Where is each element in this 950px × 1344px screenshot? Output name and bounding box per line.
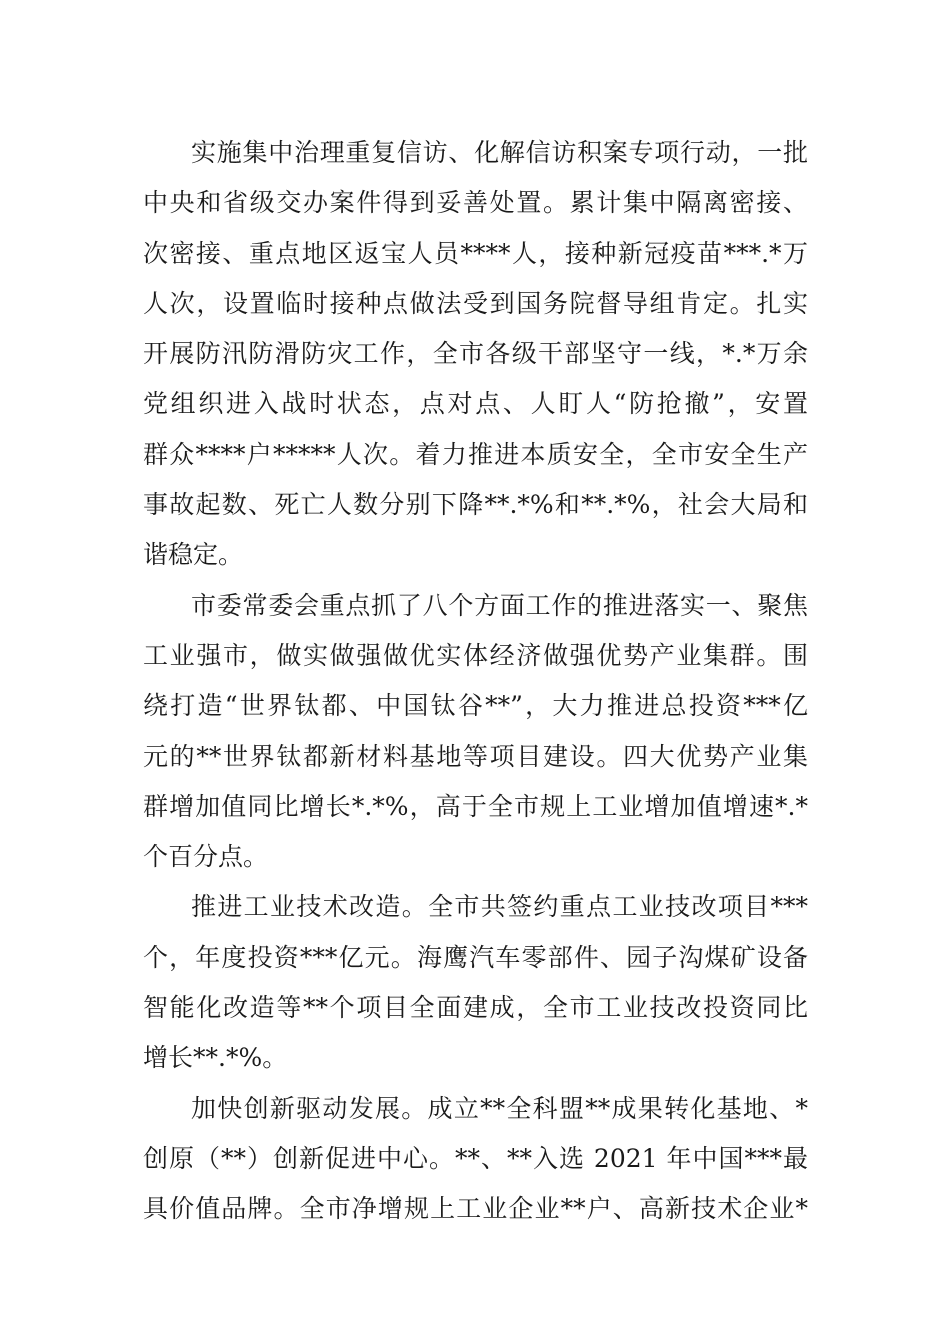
text-line: 工业强市，做实做强做优实体经济做强优势产业集群。围 xyxy=(143,640,808,670)
document-body xyxy=(143,128,808,1235)
text-line: 绕打造“世界钛都、中国钛谷**”，大力推进总投资***亿 xyxy=(143,691,808,721)
paragraph-4 xyxy=(143,1084,808,1235)
paragraph-2 xyxy=(143,581,808,883)
text-line: 个，年度投资***亿元。海鹰汽车零部件、园子沟煤矿设备 xyxy=(143,942,808,972)
text-line: 增长**.*%。 xyxy=(143,1043,288,1073)
text-line: 群增加值同比增长*.*%，高于全市规上工业增加值增速*.* xyxy=(143,791,808,821)
text-line: 党组织进入战时状态，点对点、人盯人“防抢撤”，安置 xyxy=(143,389,808,419)
text-line: 智能化改造等**个项目全面建成，全市工业技改投资同比 xyxy=(143,993,808,1023)
text-line: 开展防汛防滑防灾工作，全市各级干部坚守一线，*.*万余 xyxy=(143,339,808,369)
text-line: 事故起数、死亡人数分别下降**.*%和**.*%，社会大局和 xyxy=(143,490,808,520)
text-line: 推进工业技术改造。全市共签约重点工业技改项目*** xyxy=(191,892,808,922)
text-line: 具价值品牌。全市净增规上工业企业**户、高新技术企业* xyxy=(143,1194,808,1224)
text-line: 中央和省级交办案件得到妥善处置。累计集中隔离密接、 xyxy=(143,188,808,218)
text-line: 元的**世界钛都新材料基地等项目建设。四大优势产业集 xyxy=(143,741,808,771)
paragraph-3 xyxy=(143,882,808,1083)
paragraph-1 xyxy=(143,128,808,581)
text-line: 次密接、重点地区返宝人员****人，接种新冠疫苗***.*万 xyxy=(143,238,808,268)
text-line: 谐稳定。 xyxy=(143,540,244,570)
text-line: 市委常委会重点抓了八个方面工作的推进落实一、聚焦 xyxy=(191,590,808,620)
text-line: 创原（**）创新促进中心。**、**入选 2021 年中国***最 xyxy=(143,1143,808,1173)
text-line: 加快创新驱动发展。成立**全科盟**成果转化基地、* xyxy=(191,1093,808,1123)
text-line: 人次，设置临时接种点做法受到国务院督导组肯定。扎实 xyxy=(143,288,808,318)
text-line: 个百分点。 xyxy=(143,842,269,872)
text-line: 群众****户*****人次。着力推进本质安全，全市安全生产 xyxy=(143,439,808,469)
text-line: 实施集中治理重复信访、化解信访积案专项行动，一批 xyxy=(191,138,808,167)
